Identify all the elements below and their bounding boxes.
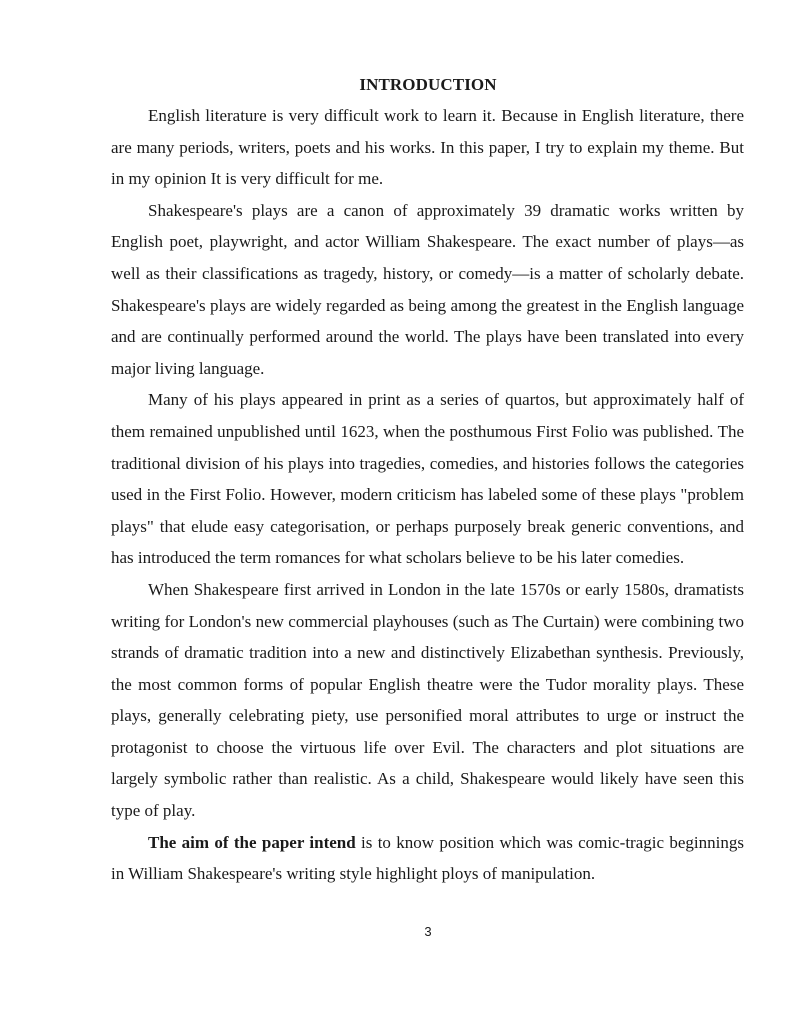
page-number: 3 — [424, 924, 432, 939]
paragraph-aim — [111, 827, 744, 890]
aim-text: is to know position which was comic-tragic beginnings in William Shakespeare's writing style highlight ploys of manipulation. — [111, 832, 744, 884]
body-text — [111, 100, 744, 890]
paragraph-intro: English literature is very difficult work to learn it. Because in English literature, there are many periods, writers, poets and his works. In this paper, I try to explain my theme. But in my opinion It is very difficult for me. — [111, 106, 744, 189]
paragraph-quartos: Many of his plays appeared in print as a series of quartos, but approximately half of them remained unpublished until 1623, when the posthumous First Folio was published. The traditional division of his plays into tragedies, comedies, and histories follows the categories used in the First Folio. However, modern criticism has labeled some of these plays "problem plays" that elude easy categorisation, or perhaps purposely break generic conventions, and has introduced the term romances for what scholars believe to be his later comedies. — [111, 390, 744, 568]
paragraph-london: When Shakespeare first arrived in London in the late 1570s or early 1580s, dramatists writing for London's new commercial playhouses (such as The Curtain) were combining two strands of dramatic tradition into a new and distinctively Elizabethan synthesis. Previously, the most common forms of popular English theatre were the Tudor morality plays. These plays, generally celebrating piety, use personified moral attributes to urge or instruct the protagonist to choose the virtuous life over Evil. The characters and plot situations are largely symbolic rather than realistic. As a child, Shakespeare would likely have seen this type of play. — [111, 579, 744, 821]
paragraph-shakespeare-plays: Shakespeare's plays are a canon of approximately 39 dramatic works written by English poet, playwright, and actor William Shakespeare. The exact number of plays—as well as their classifications as tragedy, history, or comedy—is a matter of scholarly debate. Shakespeare's plays are widely regarded as being among the greatest in the English language and are continually performed around the world. The plays have been translated into every major living language. — [111, 200, 744, 378]
aim-lead-bold: The aim of the paper intend — [148, 832, 356, 852]
page-heading: INTRODUCTION — [359, 75, 497, 94]
